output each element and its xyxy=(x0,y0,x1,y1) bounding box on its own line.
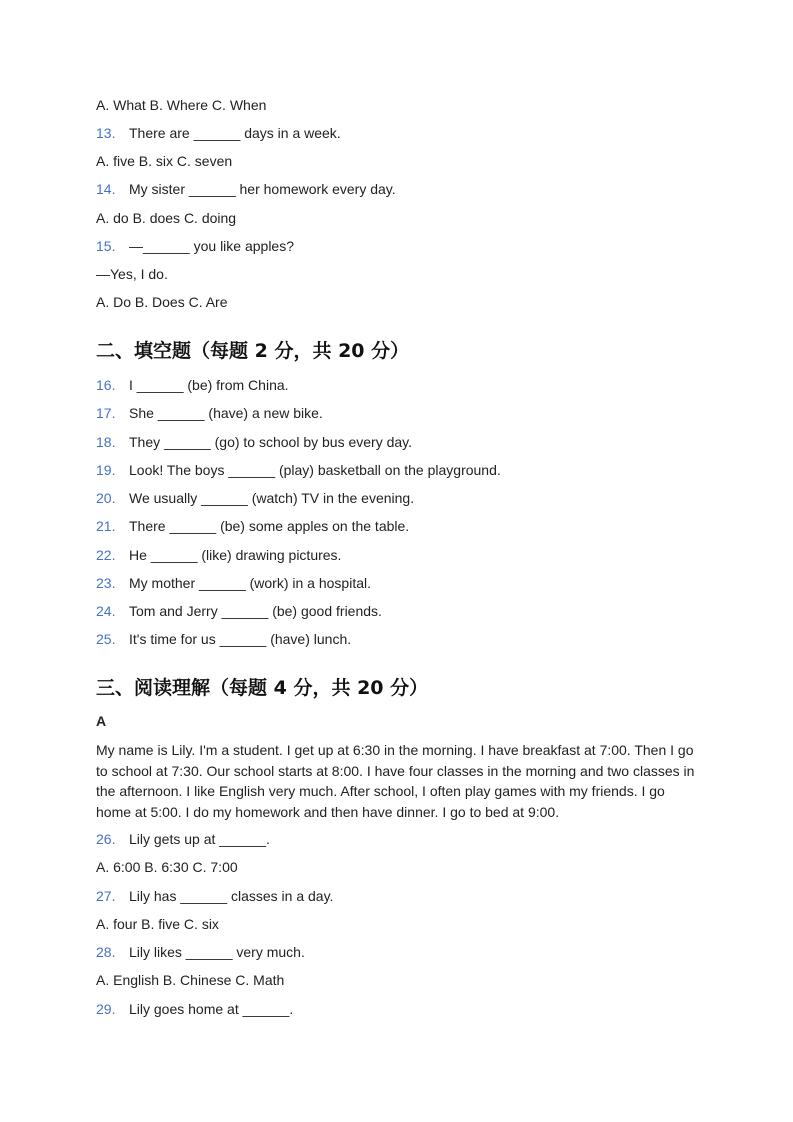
section-heading: 三、阅读理解（每题 4 分，共 20 分） xyxy=(96,677,429,699)
question-item xyxy=(96,630,351,648)
question-number: 20. xyxy=(96,490,116,506)
question-text: Lily goes home at ______. xyxy=(129,1001,294,1017)
question-text: There ______ (be) some apples on the table. xyxy=(129,518,410,534)
answer-options: A. 6:00 B. 6:30 C. 7:00 xyxy=(96,859,238,875)
question-text: She ______ (have) a new bike. xyxy=(129,405,323,421)
question-text: My mother ______ (work) in a hospital. xyxy=(129,575,371,591)
question-text: My sister ______ her homework every day. xyxy=(129,181,396,197)
question-item xyxy=(96,180,396,198)
question-number: 28. xyxy=(96,944,116,960)
answer-options: A. What B. Where C. When xyxy=(96,97,267,113)
question-number: 27. xyxy=(96,888,116,904)
question-text: Lily likes ______ very much. xyxy=(129,944,305,960)
question-text: We usually ______ (watch) TV in the evening. xyxy=(129,490,415,506)
question-text: I ______ (be) from China. xyxy=(129,377,289,393)
question-number: 25. xyxy=(96,631,116,647)
question-item xyxy=(96,574,371,592)
question-item xyxy=(96,237,294,255)
answer-options: A. four B. five C. six xyxy=(96,916,219,932)
question-item xyxy=(96,461,501,479)
passage-label: A xyxy=(96,713,107,729)
question-item xyxy=(96,124,341,142)
question-number: 19. xyxy=(96,462,116,478)
answer-options: A. Do B. Does C. Are xyxy=(96,294,228,310)
question-text: It's time for us ______ (have) lunch. xyxy=(129,631,352,647)
question-item xyxy=(96,830,270,848)
question-item xyxy=(96,546,341,564)
question-number: 15. xyxy=(96,238,116,254)
question-number: 18. xyxy=(96,434,116,450)
question-number: 23. xyxy=(96,575,116,591)
question-number: 14. xyxy=(96,181,116,197)
answer-options: A. do B. does C. doing xyxy=(96,210,237,226)
question-text: —______ you like apples? xyxy=(129,238,295,254)
question-text: There are ______ days in a week. xyxy=(129,125,341,141)
answer-options: —Yes, I do. xyxy=(96,266,168,282)
question-item xyxy=(96,602,382,620)
question-item xyxy=(96,887,333,905)
question-item xyxy=(96,376,289,394)
question-text: He ______ (like) drawing pictures. xyxy=(129,547,342,563)
question-item xyxy=(96,404,323,422)
question-number: 17. xyxy=(96,405,116,421)
question-item xyxy=(96,517,409,535)
question-item xyxy=(96,1000,293,1018)
reading-passage: My name is Lily. I'm a student. I get up at 6:30 in the morning. I have breakfast at 7:00. Then I go to school at 7:30. Our school starts at 8:00. I have four classes in the morning and two classes in the afternoon. I like English very much. After school, I often play games with my friends. I go home at 5:00. I do my homework and then have dinner. I go to bed at 9:00. xyxy=(96,742,695,820)
question-number: 22. xyxy=(96,547,116,563)
question-number: 21. xyxy=(96,518,116,534)
question-item xyxy=(96,433,412,451)
question-number: 26. xyxy=(96,831,116,847)
question-item xyxy=(96,943,305,961)
section-heading: 二、填空题（每题 2 分，共 20 分） xyxy=(96,340,410,362)
question-text: They ______ (go) to school by bus every day. xyxy=(129,434,413,450)
question-number: 29. xyxy=(96,1001,116,1017)
answer-options: A. English B. Chinese C. Math xyxy=(96,972,285,988)
question-number: 13. xyxy=(96,125,116,141)
question-text: Tom and Jerry ______ (be) good friends. xyxy=(129,603,382,619)
answer-options: A. five B. six C. seven xyxy=(96,153,233,169)
question-number: 24. xyxy=(96,603,116,619)
question-number: 16. xyxy=(96,377,116,393)
question-text: Look! The boys ______ (play) basketball on the playground. xyxy=(129,462,501,478)
question-text: Lily has ______ classes in a day. xyxy=(129,888,334,904)
question-text: Lily gets up at ______. xyxy=(129,831,270,847)
question-item xyxy=(96,489,414,507)
